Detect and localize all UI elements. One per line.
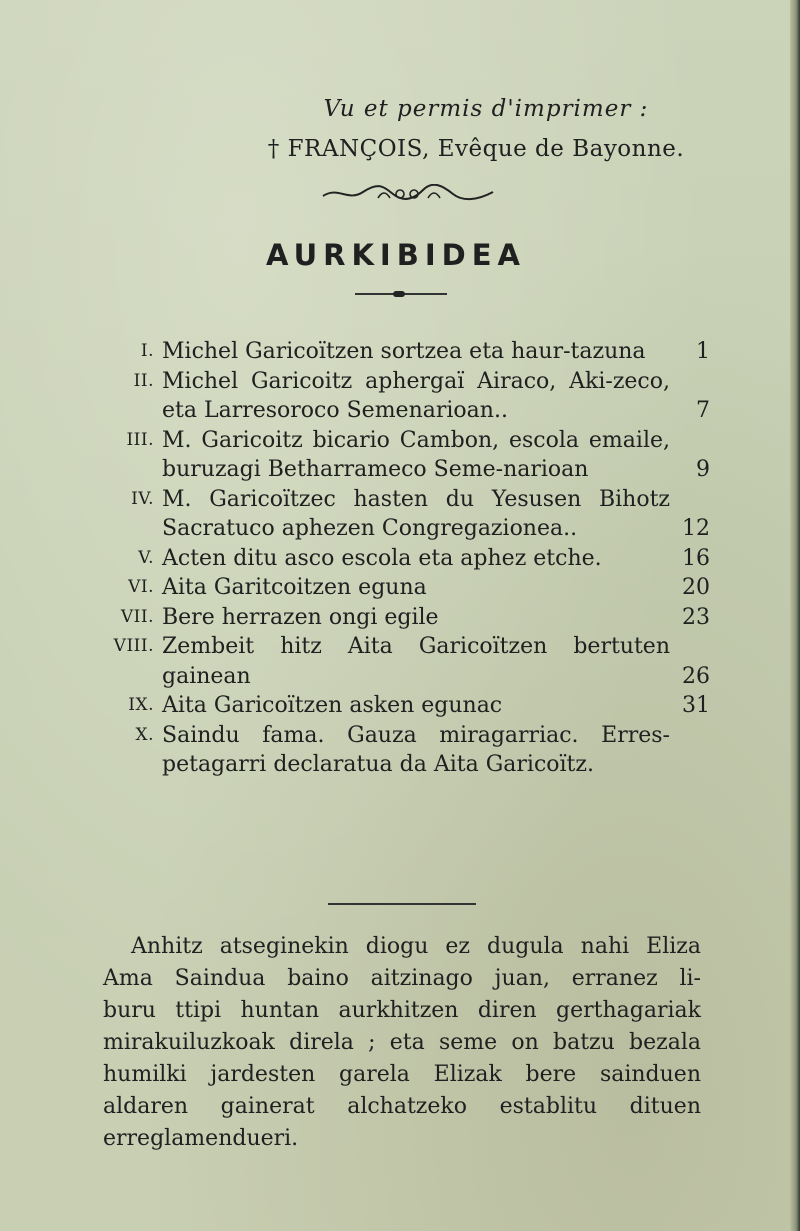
toc-page: 9 (696, 457, 710, 482)
section-divider (328, 903, 476, 905)
toc-title: Saindu fama. Gauza miragarriac. Erres-petagarri declaratua da Aita Garicoïtz. (162, 722, 670, 777)
toc-number: VII. (120, 606, 154, 627)
toc-page: 20 (682, 575, 710, 600)
toc-entry (110, 632, 710, 691)
toc-title: Aita Garicoïtzen asken egunac (162, 693, 503, 718)
note-line: buru ttipi huntan aurkhitzen diren gerthagariak (103, 998, 701, 1023)
page-edge (790, 0, 800, 1231)
toc-page: 1 (696, 339, 710, 364)
toc-entry (110, 691, 710, 721)
note-line: Ama Saindua baino aitzinago juan, erranez li- (103, 966, 701, 991)
note-line: Anhitz atseginekin diogu ez dugula nahi Eliza (131, 934, 701, 959)
note-line: aldaren gainerat alchatzeko establitu dituen (103, 1094, 701, 1119)
toc-entry (110, 603, 710, 633)
ornament-flourish-icon (0, 184, 792, 204)
toc-number: IX. (128, 695, 154, 715)
toc-page: 23 (682, 604, 710, 630)
toc-entry (110, 367, 710, 426)
toc-title: Michel Garicoïtzen sortzea eta haur-tazuna (162, 339, 646, 364)
toc-number: VI. (128, 577, 154, 597)
toc-title: M. Garicoïtzec hasten du Yesusen Bihotz Sacratuco aphezen Congregazionea.. (162, 486, 670, 541)
toc-entry (110, 544, 710, 574)
toc-number: II. (133, 370, 154, 391)
toc-title: Michel Garicoitz aphergaï Airaco, Aki-zeco, eta Larresoroco Semenarioan.. (162, 368, 670, 423)
note-line: mirakuiluzkoak direla ; eta seme on batzu bezala (103, 1030, 701, 1055)
toc-title: Aita Garitcoitzen eguna (162, 575, 427, 600)
toc-page: 31 (682, 693, 710, 718)
toc-title: Bere herrazen ongi egile (162, 604, 439, 630)
table-of-contents (110, 337, 710, 780)
title-divider (355, 293, 447, 295)
toc-number: IV. (131, 488, 154, 509)
toc-page: 26 (682, 663, 710, 689)
toc-number: V. (138, 547, 154, 568)
toc-page: 7 (696, 398, 710, 423)
toc-entry (110, 337, 710, 367)
toc-heading: AURKIBIDEA (266, 238, 526, 272)
imprimatur-line: Vu et permis d'imprimer : (323, 96, 649, 122)
note-line: humilki jardesten garela Elizak bere sainduen (103, 1062, 701, 1087)
toc-title: M. Garicoitz bicario Cambon, escola emaile, buruzagi Betharrameco Seme-narioan (162, 427, 670, 482)
toc-entry (110, 721, 710, 780)
toc-number: X. (135, 724, 154, 745)
toc-title: Zembeit hitz Aita Garicoïtzen bertuten gainean (162, 634, 670, 689)
disclaimer-paragraph (103, 931, 701, 1155)
note-line: erreglamendueri. (103, 1126, 299, 1151)
toc-entry (110, 573, 710, 603)
toc-number: I. (140, 341, 154, 361)
toc-number: VIII. (113, 636, 154, 656)
toc-page: 12 (682, 516, 710, 541)
toc-entry (110, 485, 710, 544)
toc-title: Acten ditu asco escola eta aphez etche. (162, 545, 602, 571)
toc-page: 16 (682, 545, 710, 571)
toc-entry (110, 426, 710, 485)
toc-number: III. (126, 429, 154, 450)
bishop-approval: † FRANÇOIS, Evêque de Bayonne. (267, 136, 685, 162)
